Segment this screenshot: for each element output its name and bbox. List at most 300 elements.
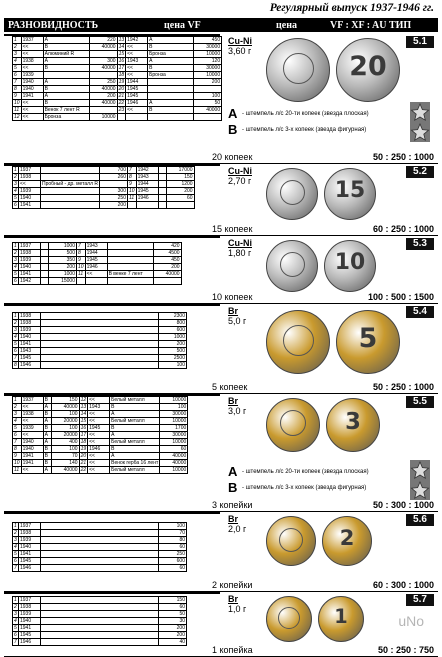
weight-label: 2,70 г	[228, 176, 252, 186]
table-cell	[41, 264, 49, 271]
table-cell: 6	[14, 632, 17, 638]
table-row	[13, 432, 188, 439]
table-cell: 10000	[160, 439, 188, 446]
table-row	[13, 348, 187, 355]
table-cell: 6	[14, 278, 17, 284]
table-row	[13, 51, 222, 58]
table-row	[13, 446, 188, 453]
table-cell: 40000	[89, 86, 117, 93]
table-cell: <<	[126, 44, 148, 51]
table-row	[13, 243, 182, 250]
table-cell: 1945	[126, 86, 148, 93]
coin-obverse-image	[266, 596, 312, 642]
table-cell: 1938	[19, 604, 41, 611]
table-cell: 3	[13, 51, 22, 58]
table-cell: 10000	[194, 51, 222, 58]
table-cell	[158, 167, 166, 174]
type-number-badge: 5.3	[406, 238, 434, 250]
table-cell: 1946	[136, 195, 158, 202]
coin-reverse-image	[326, 398, 380, 452]
table-cell: 30000	[194, 65, 222, 72]
table-cell	[41, 544, 159, 551]
table-cell: 3	[14, 257, 17, 263]
table-row	[13, 195, 195, 202]
table-row	[13, 44, 222, 51]
table-cell	[41, 243, 49, 250]
table-cell: 9	[128, 181, 137, 188]
table-cell	[41, 632, 159, 639]
table-cell: А	[110, 432, 160, 439]
table-row	[13, 72, 222, 79]
coat-of-arms-icon	[278, 607, 300, 629]
table-cell: 17	[80, 432, 87, 438]
table-cell: 60	[159, 544, 187, 551]
table-cell: 60	[160, 446, 188, 453]
table-cell: 1940	[19, 195, 41, 202]
table-row	[13, 625, 187, 632]
coat-of-arms-icon	[280, 252, 305, 277]
table-cell: 22	[80, 467, 87, 473]
table-cell	[41, 530, 159, 537]
table-row	[13, 257, 182, 264]
table-cell: 1938	[21, 411, 43, 418]
denomination-caption: 10 копеек	[212, 292, 253, 302]
table-cell: А	[43, 58, 89, 65]
table-cell	[41, 348, 159, 355]
table-cell: А	[43, 404, 51, 411]
table-cell: 5	[14, 195, 17, 201]
table-cell: 150	[159, 597, 187, 604]
table-cell: 50	[194, 100, 222, 107]
table-cell: 22	[118, 100, 125, 106]
col-variety: РАЗНОВИДНОСТЬ	[8, 19, 99, 31]
table-cell: 1939	[21, 72, 43, 79]
die-note-text: - штемпель л/с 20-ти копеек (звезда плоская)	[240, 469, 369, 476]
table-cell: 15000	[49, 278, 77, 285]
table-cell: 13	[118, 37, 125, 43]
table-cell	[41, 257, 49, 264]
table-cell	[77, 278, 86, 285]
table-cell: 40000	[160, 460, 188, 467]
table-cell: 200	[166, 188, 194, 195]
table-cell: В	[43, 411, 51, 418]
table-cell: 70	[159, 530, 187, 537]
table-cell: 1944	[85, 250, 107, 257]
grade-prices: 50 : 250 : 1000	[372, 382, 434, 392]
table-cell: 150	[166, 174, 194, 181]
table-cell	[158, 188, 166, 195]
table-cell: 2300	[159, 313, 187, 320]
table-cell: В	[43, 460, 51, 467]
table-cell: <<	[126, 107, 148, 114]
table-row	[13, 551, 187, 558]
table-cell: 40000	[89, 44, 117, 51]
table-cell: 50	[159, 611, 187, 618]
table-cell: 1946	[19, 639, 41, 646]
table-row	[13, 558, 187, 565]
table-cell: <<	[126, 51, 148, 58]
table-cell: 18	[118, 72, 125, 78]
weight-label: 3,60 г	[228, 46, 252, 56]
type-number-badge: 5.6	[406, 514, 434, 526]
table-cell: 100	[159, 523, 187, 530]
table-cell: 30000	[194, 44, 222, 51]
table-cell: 11	[14, 467, 20, 473]
table-row	[13, 37, 222, 44]
table-cell: В	[148, 44, 194, 51]
table-cell: 1938	[19, 313, 41, 320]
table-cell: 1938	[19, 250, 41, 257]
table-cell: 1000	[159, 334, 187, 341]
die-letter: В	[228, 122, 238, 137]
die-note-text: - штемпель л/с 3-х копеек (звезда фигурная)	[240, 485, 367, 492]
table-row	[13, 79, 222, 86]
table-cell	[148, 86, 194, 93]
table-cell: <<	[88, 460, 110, 467]
flat-star-icon	[410, 102, 430, 122]
table-cell: 70	[51, 453, 79, 460]
coat-of-arms-icon	[280, 410, 306, 436]
table-cell: 5	[14, 341, 17, 347]
table-cell: 9	[13, 93, 22, 100]
coin-obverse-image	[266, 310, 330, 374]
table-cell: 12	[14, 114, 20, 120]
table-cell: 1940	[19, 334, 41, 341]
table-row	[13, 341, 187, 348]
table-cell	[41, 327, 159, 334]
table-cell: <<	[126, 72, 148, 79]
table-cell: <<	[21, 107, 43, 114]
table-cell: 4	[14, 544, 17, 550]
table-cell: <<	[21, 467, 43, 474]
table-cell: 1945	[19, 355, 41, 362]
table-cell: А	[148, 37, 194, 44]
table-cell: В	[110, 404, 160, 411]
table-cell	[41, 167, 100, 174]
table-cell	[128, 202, 137, 209]
table-cell: <<	[88, 432, 110, 439]
table-cell: 1940	[19, 618, 41, 625]
denomination-caption: 2 копейки	[212, 580, 253, 590]
table-cell	[107, 278, 153, 285]
table-cell: Алюминий R	[43, 51, 89, 58]
table-cell: В	[43, 86, 89, 93]
table-cell: 7	[13, 439, 22, 446]
table-cell: 250	[89, 79, 117, 86]
table-cell: 100	[51, 425, 79, 432]
table-cell: 200	[49, 264, 77, 271]
table-cell: 30000	[160, 432, 188, 439]
grade-prices: 60 : 300 : 1000	[372, 580, 434, 590]
table-cell: 14	[118, 44, 125, 50]
table-cell: <<	[21, 44, 43, 51]
page-title: Регулярный выпуск 1937-1946 гг.	[269, 2, 434, 14]
table-cell: 1939	[19, 327, 41, 334]
table-row	[13, 86, 222, 93]
table-cell: 200	[153, 264, 181, 271]
table-row	[13, 425, 188, 432]
table-cell: 2	[14, 604, 17, 610]
table-cell	[158, 181, 166, 188]
grade-prices: 100 : 500 : 1500	[367, 292, 434, 302]
flat-star-icon	[410, 460, 430, 480]
table-cell: Белый металл	[110, 397, 160, 404]
table-cell: 200	[159, 625, 187, 632]
table-row	[13, 202, 195, 209]
table-cell: 600	[159, 558, 187, 565]
table-cell: А	[148, 100, 194, 107]
grade-prices: 60 : 250 : 1000	[372, 224, 434, 234]
table-cell	[89, 72, 117, 79]
table-cell	[158, 195, 166, 202]
type-number-badge: 5.5	[406, 396, 434, 408]
table-cell: А	[148, 58, 194, 65]
table-cell	[107, 250, 153, 257]
table-cell: 1938	[19, 174, 41, 181]
table-cell	[41, 355, 159, 362]
table-cell: 1942	[19, 278, 41, 285]
table-cell: 1940	[21, 86, 43, 93]
table-cell: 19	[118, 79, 125, 85]
coin-obverse-image	[266, 516, 316, 566]
coin-obverse-image	[266, 168, 318, 220]
table-cell: 1945	[85, 257, 107, 264]
table-cell: 400	[51, 439, 79, 446]
coin-denomination-text: 10	[334, 250, 366, 276]
table-cell: 1945	[126, 93, 148, 100]
table-cell: 1939	[19, 537, 41, 544]
table-cell: Белый металл	[110, 418, 160, 425]
table-row	[13, 523, 187, 530]
table-cell	[148, 79, 194, 86]
table-cell	[89, 107, 117, 114]
die-note	[228, 106, 369, 121]
table-row	[13, 107, 222, 114]
table-cell: В	[110, 425, 160, 432]
table-cell: <<	[19, 181, 41, 188]
table-cell: 1939	[19, 611, 41, 618]
table-cell	[41, 202, 100, 209]
table-cell	[41, 278, 49, 285]
table-cell	[41, 523, 159, 530]
table-cell: 6	[14, 348, 17, 354]
table-cell: 1700	[160, 425, 188, 432]
table-cell: 800	[159, 320, 187, 327]
table-row	[13, 411, 188, 418]
table-cell: <<	[21, 65, 43, 72]
table-cell: 5	[14, 271, 17, 277]
table-cell: А	[110, 453, 160, 460]
table-cell: 16	[118, 58, 125, 64]
die-note-text: - штемпель л/с 20-ти копеек (звезда плоская)	[240, 111, 369, 118]
table-cell: В	[43, 397, 51, 404]
table-cell: 5	[14, 551, 17, 557]
metal-label: Br	[228, 594, 239, 604]
coin-section	[4, 164, 438, 236]
coin-reverse-image	[336, 310, 400, 374]
table-cell	[194, 86, 222, 93]
table-cell	[126, 114, 148, 121]
table-cell: 140	[51, 460, 79, 467]
table-cell: 200	[100, 202, 128, 209]
table-cell: <<	[88, 467, 110, 474]
table-cell: 4500	[153, 250, 181, 257]
table-row	[13, 174, 195, 181]
table-cell: 2	[14, 250, 17, 256]
table-cell: 14	[80, 411, 87, 417]
denomination-caption: 3 копейки	[212, 500, 253, 510]
table-cell: 6	[14, 202, 17, 208]
table-cell	[41, 341, 159, 348]
table-cell: 40	[159, 639, 187, 646]
table-cell	[41, 320, 159, 327]
table-cell	[41, 551, 159, 558]
table-cell: В	[110, 446, 160, 453]
table-cell: 1	[14, 597, 17, 603]
table-cell: 1946	[19, 565, 41, 572]
table-cell	[148, 114, 194, 121]
table-cell: 11	[14, 107, 20, 113]
die-note	[228, 480, 366, 495]
table-cell: 19	[80, 446, 87, 452]
coin-section	[4, 394, 438, 512]
table-cell	[85, 278, 107, 285]
table-cell: 420	[153, 243, 181, 250]
table-cell: <<	[88, 411, 110, 418]
table-cell: 200	[159, 632, 187, 639]
table-row	[13, 114, 222, 121]
table-cell: 1200	[166, 181, 194, 188]
table-cell: А	[43, 418, 51, 425]
table-cell	[153, 278, 181, 285]
table-row	[13, 93, 222, 100]
table-cell: 4	[14, 618, 17, 624]
table-cell	[41, 558, 159, 565]
table-cell	[41, 313, 159, 320]
table-cell	[41, 597, 159, 604]
table-cell: <<	[126, 65, 148, 72]
table-cell: 1945	[88, 425, 110, 432]
table-cell: 6	[13, 72, 22, 79]
coat-of-arms-icon	[283, 325, 314, 356]
weight-label: 5,0 г	[228, 316, 247, 326]
table-cell: 17000	[166, 167, 194, 174]
table-cell	[166, 202, 194, 209]
table-cell: 1941	[19, 341, 41, 348]
figured-star-icon	[410, 122, 430, 142]
table-row	[13, 167, 195, 174]
table-cell: А	[43, 93, 89, 100]
table-cell: Бронза	[43, 114, 89, 121]
table-cell: 40000	[153, 271, 181, 278]
table-cell: 21	[80, 460, 87, 466]
table-cell: 1942	[126, 37, 148, 44]
coin-obverse-image	[266, 240, 318, 292]
table-cell: А	[43, 467, 51, 474]
table-cell	[158, 174, 166, 181]
table-cell: 1	[13, 37, 22, 44]
table-cell: 1943	[88, 404, 110, 411]
table-cell: Бронза	[148, 72, 194, 79]
metal-label: Br	[228, 514, 239, 524]
table-row	[13, 362, 187, 369]
table-cell: 30000	[160, 411, 188, 418]
table-row	[13, 334, 187, 341]
denomination-caption: 5 копеек	[212, 382, 248, 392]
coin-denomination-text: 5	[358, 322, 378, 354]
table-cell: 4	[14, 264, 17, 270]
table-row	[13, 544, 187, 551]
table-row	[13, 597, 187, 604]
table-row	[13, 604, 187, 611]
table-cell: А	[43, 79, 89, 86]
table-cell: 1938	[21, 58, 43, 65]
table-cell: 8	[77, 250, 86, 257]
metal-label: Cu-Ni	[228, 238, 252, 248]
table-cell: 1000	[49, 243, 77, 250]
coin-reverse-image	[324, 168, 376, 220]
table-cell: 1937	[21, 37, 43, 44]
table-cell	[136, 202, 158, 209]
table-cell: 1941	[19, 271, 41, 278]
col-price: цена	[276, 19, 297, 31]
table-cell	[41, 271, 49, 278]
table-row	[13, 439, 188, 446]
table-row	[13, 58, 222, 65]
table-cell: 300	[89, 58, 117, 65]
table-cell	[41, 618, 159, 625]
table-cell: 1940	[21, 439, 43, 446]
table-cell: 5	[14, 625, 17, 631]
table-cell: <<	[85, 271, 107, 278]
coin-denomination-text: 20	[349, 50, 387, 82]
type-number-badge: 5.4	[406, 306, 434, 318]
table-cell: 450	[194, 37, 222, 44]
table-cell: 1939	[19, 257, 41, 264]
table-cell: В	[43, 425, 51, 432]
coin-reverse-image	[318, 596, 364, 642]
table-cell: 1945	[136, 188, 158, 195]
table-row	[13, 467, 188, 474]
table-cell: А	[110, 411, 160, 418]
table-cell: 20000	[51, 418, 79, 425]
coin-obverse-image	[266, 38, 330, 102]
table-cell: А	[43, 37, 89, 44]
table-cell: 1941	[21, 93, 43, 100]
die-note-text: - штемпель л/с 3-х копеек (звезда фигурная)	[240, 127, 367, 134]
coin-reverse-image	[322, 516, 372, 566]
weight-label: 1,80 г	[228, 248, 252, 258]
table-cell	[107, 243, 153, 250]
table-cell: 1946	[19, 362, 41, 369]
figured-star-icon	[410, 480, 430, 500]
table-cell	[41, 195, 100, 202]
table-cell: 60	[166, 195, 194, 202]
table-cell: 40000	[51, 404, 79, 411]
table-cell: 1	[14, 243, 17, 249]
table-cell: 60	[159, 565, 187, 572]
coin-section	[4, 304, 438, 394]
weight-label: 1,0 г	[228, 604, 247, 614]
table-row	[13, 65, 222, 72]
table-row	[13, 313, 187, 320]
table-cell: 8	[128, 174, 137, 181]
grade-prices: 50 : 250 : 750	[377, 645, 434, 655]
table-cell: В	[43, 453, 51, 460]
table-cell: 1944	[126, 79, 148, 86]
table-cell: 11	[129, 195, 135, 201]
coin-denomination-text: 3	[345, 408, 361, 435]
